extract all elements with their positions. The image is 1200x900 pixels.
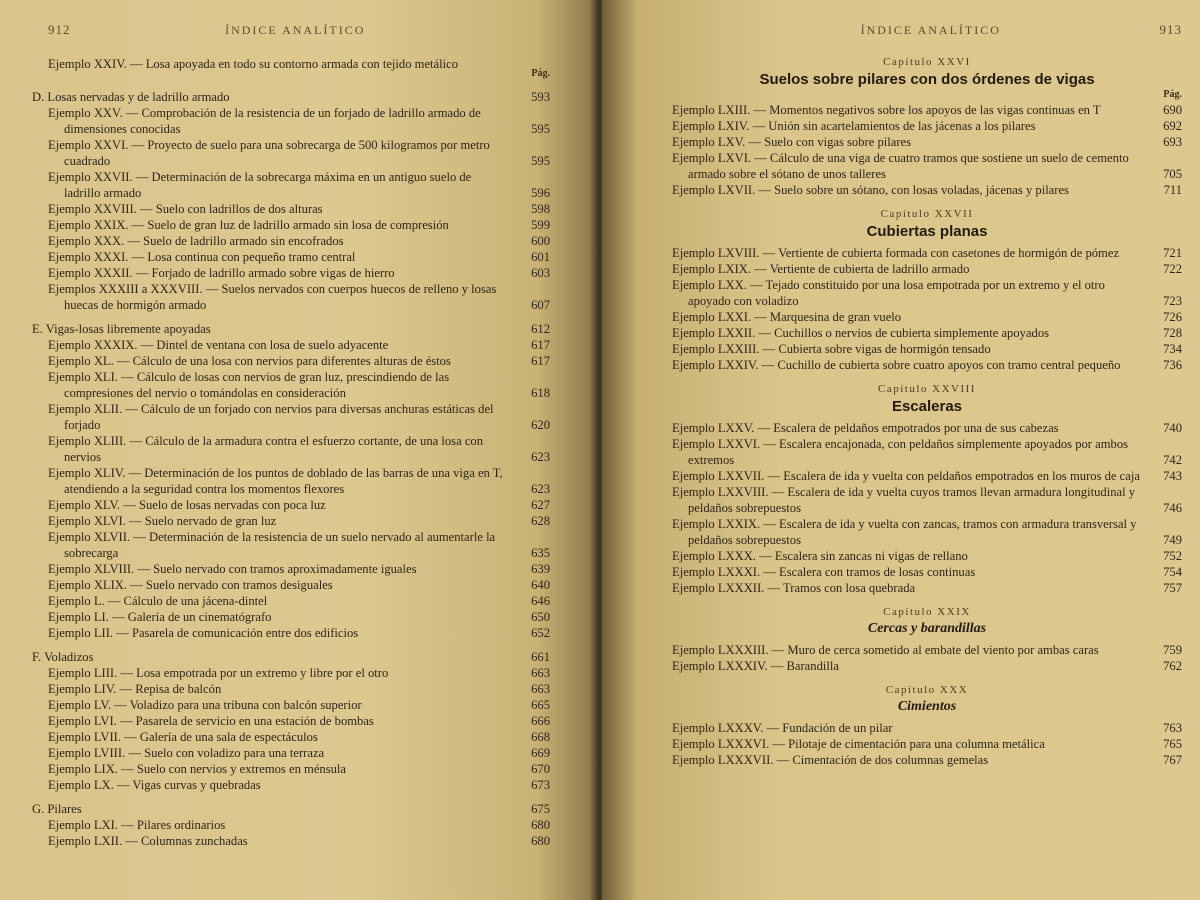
index-entry: [48, 817, 550, 833]
entry-page-number: 652: [531, 626, 550, 640]
entry-page-number: 661: [531, 650, 550, 664]
index-entry: [48, 281, 550, 313]
index-entry: [672, 736, 1182, 752]
index-entry: [48, 465, 550, 497]
index-entry: [48, 353, 550, 369]
entry-text: Ejemplo LXXXV. — Fundación de un pilar: [672, 721, 893, 735]
entry-page-number: 763: [1163, 721, 1182, 735]
entry-page-number: 728: [1163, 326, 1182, 340]
index-entry: [48, 513, 550, 529]
chapter-block: [672, 56, 1182, 100]
entry-page-number: 752: [1163, 549, 1182, 563]
index-entry: [48, 833, 550, 849]
entry-text: Ejemplo LXXXVII. — Cimentación de dos columnas gemelas: [672, 753, 989, 767]
chapter-label: Capítulo XXX: [885, 684, 969, 696]
entry-text: Ejemplo LXXV. — Escalera de peldaños empotrados por una de sus cabezas: [672, 421, 1059, 435]
chapter-block: [672, 208, 1182, 240]
entry-page-number: 722: [1163, 262, 1182, 276]
entry-text: Ejemplo LXXXI. — Escalera con tramos de losas continuas: [672, 565, 976, 579]
entry-text: Ejemplo LXII. — Columnas zunchadas: [48, 834, 248, 848]
entry-page-number: 627: [531, 498, 550, 512]
entry-text: Ejemplo LVI. — Pasarela de servicio en una estación de bombas: [48, 714, 374, 728]
entry-text: Ejemplo XXVII. — Determinación de la sobrecarga máxima en un antiguo suelo de ladrillo armado: [48, 170, 472, 200]
index-section: [32, 89, 550, 105]
entry-page-number: 680: [531, 818, 550, 832]
entry-page-number: 692: [1163, 119, 1182, 133]
entry-text: Ejemplo XXIV. — Losa apoyada en todo su contorno armada con tejido metálico: [48, 57, 459, 71]
index-entry: [48, 577, 550, 593]
entry-text: Ejemplo LXXXIV. — Barandilla: [672, 659, 839, 673]
chapter-title: Cercas y barandillas: [867, 621, 987, 636]
entry-text: Ejemplo LXVII. — Suelo sobre un sótano, con losas voladas, jácenas y pilares: [672, 183, 1069, 197]
index-entry: [48, 265, 550, 281]
index-entry: [48, 433, 550, 465]
left-page: [0, 0, 596, 900]
chapter-block: [672, 684, 1182, 715]
entry-text: Ejemplo LV. — Voladizo para una tribuna con balcón superior: [48, 698, 362, 712]
index-entry: [672, 548, 1182, 564]
entry-text: Ejemplo XXX. — Suelo de ladrillo armado sin encofrados: [48, 234, 344, 248]
entry-text: Ejemplo LXVI. — Cálculo de una viga de cuatro tramos que sostiene un suelo de cemento armado sobre el sótano de unos talleres: [672, 151, 1129, 181]
entry-page-number: 690: [1163, 103, 1182, 117]
index-entry: [672, 468, 1182, 484]
index-entry: [48, 761, 550, 777]
index-entry: [672, 564, 1182, 580]
index-section: [32, 801, 550, 817]
entry-page-number: 757: [1163, 581, 1182, 595]
entry-page-number: 617: [531, 338, 550, 352]
entry-text: Ejemplo XLV. — Suelo de losas nervadas con poca luz: [48, 498, 326, 512]
entry-page-number: 746: [1163, 501, 1182, 515]
entry-text: E. Vigas-losas libremente apoyadas: [32, 322, 211, 336]
entry-page-number: 693: [1163, 135, 1182, 149]
entry-text: Ejemplo LXXVI. — Escalera encajonada, con peldaños simplemente apoyados por ambos extremos: [672, 437, 1129, 467]
chapter-label: Capítulo XXVI: [883, 56, 971, 68]
entry-page-number: 599: [531, 218, 550, 232]
entry-page-number: 601: [531, 250, 550, 264]
entry-page-number: 628: [531, 514, 550, 528]
index-entry: [48, 777, 550, 793]
entry-text: Ejemplo LXXVII. — Escalera de ida y vuelta con peldaños empotrados en los muros de caja: [672, 469, 1140, 483]
entry-page-number: 598: [531, 202, 550, 216]
right-running-title: ÍNDICE ANALÍTICO: [860, 23, 1001, 37]
index-entry: [672, 102, 1182, 118]
entry-text: Ejemplo LXIII. — Momentos negativos sobre los apoyos de las vigas continuas en T: [672, 103, 1101, 117]
left-index-list: [32, 56, 550, 849]
pag-column-label: Pág.: [531, 68, 550, 79]
entry-text: Ejemplo XLIX. — Suelo nervado con tramos desiguales: [48, 578, 333, 592]
entry-text: Ejemplo XLI. — Cálculo de losas con nervios de gran luz, prescindiendo de las compresiones del nervio o tomándolas en consideración: [48, 370, 450, 400]
entry-page-number: 607: [531, 298, 550, 312]
entry-page-number: 623: [531, 482, 550, 496]
right-page: [602, 0, 1200, 900]
right-running-head: [672, 22, 1182, 38]
entry-page-number: 742: [1163, 453, 1182, 467]
entry-page-number: 767: [1163, 753, 1182, 767]
index-entry: [672, 134, 1182, 150]
entry-text: Ejemplo LXXXVI. — Pilotaje de cimentación para una columna metálica: [672, 737, 1045, 751]
entry-page-number: 603: [531, 266, 550, 280]
chapter-title: Escaleras: [891, 398, 963, 415]
entry-text: Ejemplo LXXIX. — Escalera de ida y vuelta con zancas, tramos con armadura transversal y peldaños sobrepuestos: [672, 517, 1137, 547]
entry-text: Ejemplo LI. — Galería de un cinematógrafo: [48, 610, 272, 624]
entry-text: Ejemplo LXIV. — Unión sin acartelamientos de las jácenas a los pilares: [672, 119, 1036, 133]
entry-page-number: 765: [1163, 737, 1182, 751]
chapter-label: Capítulo XXVII: [880, 208, 974, 220]
entry-text: G. Pilares: [32, 802, 82, 816]
entry-text: Ejemplo XLIV. — Determinación de los puntos de doblado de las barras de una viga en T, atendiendo a la seguridad contra los momentos flexores: [48, 466, 503, 496]
entry-page-number: 673: [531, 778, 550, 792]
entry-text: Ejemplo XLIII. — Cálculo de la armadura contra el esfuerzo cortante, de una losa con nervios: [48, 434, 484, 464]
entry-page-number: 593: [531, 90, 550, 104]
entry-text: Ejemplo LXXXIII. — Muro de cerca sometido al embate del viento por ambas caras: [672, 643, 1099, 657]
index-entry: [48, 369, 550, 401]
entry-page-number: 762: [1163, 659, 1182, 673]
left-running-title: ÍNDICE ANALÍTICO: [225, 23, 366, 37]
index-entry: [48, 337, 550, 353]
entry-page-number: 740: [1163, 421, 1182, 435]
index-entry: [48, 529, 550, 561]
index-entry: [48, 217, 550, 233]
entry-page-number: 736: [1163, 358, 1182, 372]
chapter-title: Cimientos: [897, 699, 957, 714]
index-entry: [672, 277, 1182, 309]
entry-page-number: 675: [531, 802, 550, 816]
index-entry: [672, 245, 1182, 261]
entry-text: Ejemplo LXXII. — Cuchillos o nervios de cubierta simplemente apoyados: [672, 326, 1050, 340]
pag-column-label: Pág.: [1163, 89, 1182, 100]
entry-page-number: 663: [531, 666, 550, 680]
entry-text: Ejemplo LXV. — Suelo con vigas sobre pilares: [672, 135, 912, 149]
entry-text: Ejemplo L. — Cálculo de una jácena-dintel: [48, 594, 268, 608]
entry-text: Ejemplo LII. — Pasarela de comunicación entre dos edificios: [48, 626, 359, 640]
index-entry: [672, 261, 1182, 277]
entry-page-number: 711: [1163, 183, 1182, 197]
index-entry: [48, 697, 550, 713]
entry-page-number: 680: [531, 834, 550, 848]
entry-page-number: 723: [1163, 294, 1182, 308]
index-entry: [672, 516, 1182, 548]
entry-page-number: 600: [531, 234, 550, 248]
index-entry: [672, 150, 1182, 182]
index-entry: [672, 341, 1182, 357]
index-entry: [48, 201, 550, 217]
index-entry: [48, 713, 550, 729]
entry-text: F. Voladizos: [32, 650, 94, 664]
chapter-title: Suelos sobre pilares con dos órdenes de vigas: [759, 71, 1095, 88]
entry-text: Ejemplo LIV. — Repisa de balcón: [48, 682, 222, 696]
index-entry: [672, 118, 1182, 134]
index-entry: [672, 658, 1182, 674]
entry-page-number: 650: [531, 610, 550, 624]
entry-page-number: 734: [1163, 342, 1182, 356]
index-entry: [48, 561, 550, 577]
entry-text: Ejemplo LIII. — Losa empotrada por un extremo y libre por el otro: [48, 666, 389, 680]
chapter-block: [672, 606, 1182, 637]
section-gap: [48, 641, 550, 649]
left-running-head: [48, 22, 550, 38]
entry-page-number: 618: [531, 386, 550, 400]
index-entry: [672, 580, 1182, 596]
entry-page-number: 759: [1163, 643, 1182, 657]
index-entry: [672, 642, 1182, 658]
index-entry: [48, 105, 550, 137]
entry-text: Ejemplo XXV. — Comprobación de la resistencia de un forjado de ladrillo armado de dimensiones conocidas: [48, 106, 481, 136]
index-entry: [48, 593, 550, 609]
entry-text: Ejemplo LXI. — Pilares ordinarios: [48, 818, 226, 832]
entry-text: Ejemplos XXXIII a XXXVIII. — Suelos nervados con cuerpos huecos de relleno y losas huecas de hormigón armado: [48, 282, 497, 312]
right-index-list: [672, 56, 1182, 768]
entry-text: Ejemplo LX. — Vigas curvas y quebradas: [48, 778, 261, 792]
index-entry: [48, 625, 550, 641]
index-entry: [672, 484, 1182, 516]
index-entry: [48, 56, 550, 72]
entry-page-number: 726: [1163, 310, 1182, 324]
entry-text: Ejemplo LIX. — Suelo con nervios y extremos en ménsula: [48, 762, 346, 776]
entry-page-number: 612: [531, 322, 550, 336]
entry-page-number: 646: [531, 594, 550, 608]
index-entry: [672, 420, 1182, 436]
index-entry: [672, 720, 1182, 736]
index-entry: [48, 729, 550, 745]
index-entry: [672, 182, 1182, 198]
index-entry: [672, 436, 1182, 468]
index-entry: [48, 609, 550, 625]
index-entry: [48, 169, 550, 201]
entry-page-number: 705: [1163, 167, 1182, 181]
chapter-label: Capítulo XXVIII: [878, 383, 976, 395]
entry-page-number: 749: [1163, 533, 1182, 547]
section-gap: [48, 793, 550, 801]
entry-page-number: 640: [531, 578, 550, 592]
entry-page-number: 721: [1163, 246, 1182, 260]
entry-text: Ejemplo XXXIX. — Dintel de ventana con losa de suelo adyacente: [48, 338, 389, 352]
entry-page-number: 596: [531, 186, 550, 200]
index-entry: [672, 309, 1182, 325]
entry-text: Ejemplo XLVII. — Determinación de la resistencia de un suelo nervado al aumentarle la sobrecarga: [48, 530, 496, 560]
chapter-block: [672, 383, 1182, 415]
index-entry: [48, 233, 550, 249]
section-gap: [48, 81, 550, 89]
entry-page-number: 665: [531, 698, 550, 712]
chapter-title: Cubiertas planas: [866, 223, 988, 240]
section-gap: [48, 313, 550, 321]
index-entry: [48, 401, 550, 433]
entry-text: Ejemplo LXXVIII. — Escalera de ida y vuelta cuyos tramos llevan armadura longitudinal y peldaños sobrepuestos: [672, 485, 1136, 515]
index-entry: [672, 752, 1182, 768]
entry-text: Ejemplo LXXIV. — Cuchillo de cubierta sobre cuatro apoyos con tramo central pequeño: [672, 358, 1121, 372]
chapter-label: Capítulo XXIX: [883, 606, 971, 618]
index-entry: [48, 745, 550, 761]
entry-page-number: 663: [531, 682, 550, 696]
entry-text: Ejemplo XL. — Cálculo de una losa con nervios para diferentes alturas de éstos: [48, 354, 451, 368]
entry-page-number: 623: [531, 450, 550, 464]
entry-page-number: 668: [531, 730, 550, 744]
index-entry: [48, 497, 550, 513]
entry-text: Ejemplo XXXI. — Losa continua con pequeño tramo central: [48, 250, 356, 264]
entry-text: Ejemplo XXIX. — Suelo de gran luz de ladrillo armado sin losa de compresión: [48, 218, 449, 232]
entry-text: Ejemplo XXVIII. — Suelo con ladrillos de dos alturas: [48, 202, 323, 216]
entry-text: Ejemplo XXVI. — Proyecto de suelo para una sobrecarga de 500 kilogramos por metro cuadrado: [48, 138, 490, 168]
entry-page-number: 639: [531, 562, 550, 576]
index-entry: [48, 665, 550, 681]
entry-text: Ejemplo XLII. — Cálculo de un forjado con nervios para diversas anchuras estáticas del forjado: [48, 402, 494, 432]
entry-text: Ejemplo LXIX. — Vertiente de cubierta de ladrillo armado: [672, 262, 970, 276]
entry-text: D. Losas nervadas y de ladrillo armado: [32, 90, 230, 104]
entry-text: Ejemplo LXVIII. — Vertiente de cubierta formada con casetones de hormigón de pómez: [672, 246, 1120, 260]
index-entry: [672, 357, 1182, 373]
index-section: [32, 649, 550, 665]
entry-page-number: 669: [531, 746, 550, 760]
index-entry: [672, 325, 1182, 341]
entry-page-number: 595: [531, 122, 550, 136]
entry-page-number: 666: [531, 714, 550, 728]
entry-page-number: 670: [531, 762, 550, 776]
entry-page-number: 620: [531, 418, 550, 432]
index-entry: [48, 681, 550, 697]
entry-text: Ejemplo LVIII. — Suelo con voladizo para una terraza: [48, 746, 325, 760]
right-page-number: 913: [1159, 22, 1182, 37]
index-entry: [48, 249, 550, 265]
index-section: [32, 321, 550, 337]
entry-text: Ejemplo LVII. — Galería de una sala de espectáculos: [48, 730, 318, 744]
left-page-number: 912: [48, 22, 71, 37]
entry-page-number: 754: [1163, 565, 1182, 579]
entry-page-number: 595: [531, 154, 550, 168]
entry-text: Ejemplo XXXII. — Forjado de ladrillo armado sobre vigas de hierro: [48, 266, 395, 280]
entry-text: Ejemplo XLVIII. — Suelo nervado con tramos aproximadamente iguales: [48, 562, 417, 576]
entry-text: Ejemplo LXXX. — Escalera sin zancas ni vigas de rellano: [672, 549, 968, 563]
entry-text: Ejemplo LXXIII. — Cubierta sobre vigas de hormigón tensado: [672, 342, 991, 356]
entry-text: Ejemplo XLVI. — Suelo nervado de gran luz: [48, 514, 277, 528]
entry-text: Ejemplo LXXXII. — Tramos con losa quebrada: [672, 581, 916, 595]
entry-text: Ejemplo LXX. — Tejado constituido por una losa empotrada por un extremo y el otro apoyado con voladizo: [672, 278, 1105, 308]
entry-page-number: 617: [531, 354, 550, 368]
entry-page-number: 743: [1163, 469, 1182, 483]
index-entry: [48, 137, 550, 169]
entry-text: Ejemplo LXXI. — Marquesina de gran vuelo: [672, 310, 902, 324]
entry-page-number: 635: [531, 546, 550, 560]
